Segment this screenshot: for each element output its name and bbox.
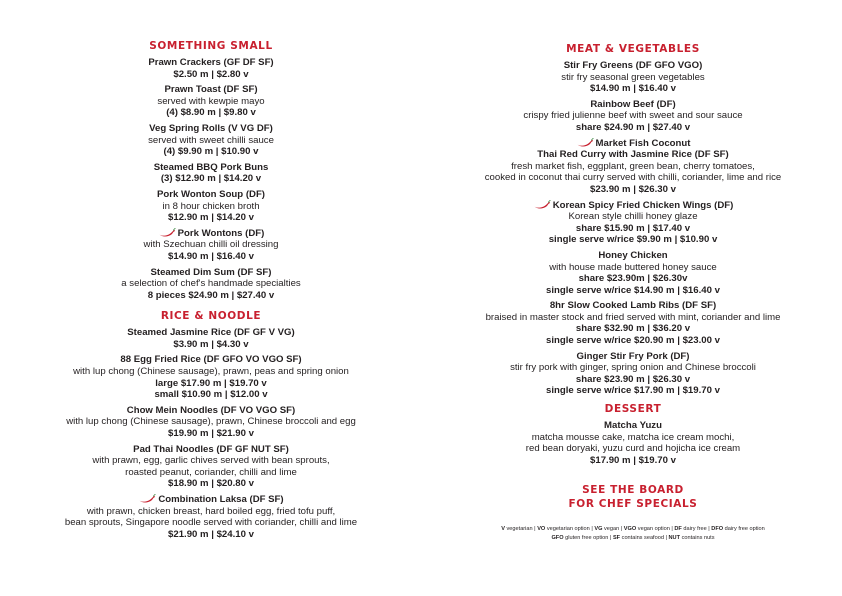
item-name: Stir Fry Greens (DF GFO VGO) [563, 60, 703, 71]
item-name-line2: Thai Red Curry with Jasmine Rice (DF SF) [537, 149, 729, 161]
item-price: $17.90 m | $19.70 v [590, 454, 676, 466]
legend-code: V [501, 526, 505, 533]
item-name: 8hr Slow Cooked Lamb Ribs (DF SF) [549, 300, 717, 312]
item-price: share $32.90 m | $36.20 v [575, 323, 691, 335]
item-name: Steamed Dim Sum (DF SF) [150, 266, 272, 278]
item-name: Pork Wonton Soup (DF) [157, 188, 265, 200]
chili-pepper-icon [576, 138, 594, 147]
legend-code: GFO [551, 535, 564, 541]
item-description-line2: red bean doryaki, yuzu curd and hojicha ice cream [525, 443, 741, 455]
legend-text: gluten free option | [563, 535, 613, 541]
board-line-2: FOR CHEF SPECIALS [568, 497, 698, 510]
menu-item-lamb-ribs [450, 300, 816, 346]
item-name: Steamed BBQ Pork Buns [153, 161, 269, 173]
menu-item-veg-spring-rolls [30, 123, 392, 158]
chili-pepper-icon [533, 200, 551, 209]
item-description: with house made buttered honey sauce [549, 261, 717, 273]
item-price-secondary: single serve w/rice $9.90 m | $10.90 v [548, 234, 718, 246]
item-price: share $15.90 m | $17.40 v [575, 222, 691, 234]
item-price: $23.90 m | $26.30 v [590, 183, 676, 195]
legend-code: VG [594, 526, 603, 533]
legend-text: vegetarian option | [545, 526, 595, 533]
item-price-secondary: single serve w/rice $20.90 m | $23.00 v [546, 335, 720, 347]
item-price: $14.90 m | $16.40 v [590, 83, 676, 95]
item-description: braised in master stock and fried served with mint, coriander and lime [485, 311, 781, 323]
section-title-dessert: DESSERT [604, 403, 662, 416]
menu-item-rainbow-beef [450, 99, 816, 134]
item-description: with lup chong (Chinese sausage), prawn, peas and spring onion [73, 366, 349, 378]
item-name: Ginger Stir Fry Pork (DF) [576, 350, 690, 362]
item-name: Chow Mein Noodles (DF VO VGO SF) [126, 404, 296, 416]
menu-item-ginger-pork [450, 351, 816, 397]
item-name: Steamed Jasmine Rice (DF GF V VG) [127, 327, 295, 339]
item-name [450, 138, 816, 150]
item-name: Prawn Toast (DF SF) [164, 84, 258, 96]
item-description: with Szechuan chilli oil dressing [143, 239, 279, 251]
item-price: share $23.90m | $26.30v [578, 273, 688, 285]
board-line-1: SEE THE BOARD [582, 484, 684, 497]
section-title-rice-noodle: RICE & NOODLE [160, 310, 262, 323]
legend-code: VGO [623, 526, 637, 533]
legend-code: SF [612, 535, 621, 541]
menu-item-pad-thai [30, 444, 392, 490]
legend-code: VO [537, 526, 546, 533]
item-price: $3.90 m | $4.30 v [173, 338, 249, 350]
item-description: with lup chong (Chinese sausage), prawn, Chinese broccoli and egg [66, 416, 356, 428]
menu-item-korean-chicken-wings [450, 200, 816, 246]
item-name: Veg Spring Rolls (V VG DF) [149, 122, 273, 134]
item-price-secondary: single serve w/rice $17.90 m | $19.70 v [546, 385, 720, 397]
legend-code: DFO [711, 526, 724, 533]
item-price: $18.90 m | $20.80 v [168, 478, 254, 490]
menu-item-egg-fried-rice [30, 354, 392, 400]
item-name: Rainbow Beef (DF) [590, 98, 676, 110]
item-name: 88 Egg Fried Rice (DF GFO VO VGO SF) [120, 354, 302, 366]
legend-text: dairy free option [723, 526, 765, 533]
item-description: with prawn, egg, garlic chives served with bean sprouts, [92, 455, 330, 467]
menu-item-prawn-toast [30, 84, 392, 119]
left-column [30, 0, 392, 540]
menu-item-jasmine-rice [30, 327, 392, 350]
legend-line-1 [450, 525, 816, 534]
item-price: $21.90 m | $24.10 v [168, 528, 254, 540]
item-description: served with kewpie mayo [157, 95, 265, 107]
item-price: (4) $9.90 m | $10.90 v [163, 146, 259, 158]
menu-item-chow-mein [30, 405, 392, 440]
legend-text: vegan option | [636, 526, 675, 533]
item-description: matcha mousse cake, matcha ice cream mochi, [531, 431, 735, 443]
item-price-secondary: single serve w/rice $14.90 m | $16.40 v [546, 284, 720, 296]
item-description: with prawn, chicken breast, hard boiled egg, fried tofu puff, [86, 505, 336, 517]
item-description: crispy fried julienne beef with sweet and sour sauce [523, 110, 743, 122]
menu-item-matcha-yuzu [450, 420, 816, 466]
item-description: served with sweet chilli sauce [148, 134, 274, 146]
legend-code: NUT [668, 535, 681, 541]
item-price: $14.90 m | $16.40 v [168, 250, 254, 262]
menu-item-market-fish-curry [450, 138, 816, 196]
item-description: Korean style chilli honey glaze [568, 211, 698, 223]
item-description-line2: roasted peanut, coriander, chilli and lime [125, 466, 297, 478]
legend-text: contains nuts [680, 535, 715, 541]
item-price: share $23.90 m | $26.30 v [575, 373, 691, 385]
item-name-text: Korean Spicy Fried Chicken Wings (DF) [552, 199, 734, 211]
item-description: stir fry seasonal green vegetables [561, 71, 705, 83]
menu-item-honey-chicken [450, 250, 816, 296]
item-name-text: Pork Wontons (DF) [177, 227, 265, 239]
item-name-text: Combination Laksa (DF SF) [158, 494, 284, 505]
menu-item-steamed-dim-sum [30, 267, 392, 302]
item-name [450, 200, 816, 212]
item-description-line2: cooked in coconut thai curry served with chilli, coriander, lime and rice [484, 172, 782, 184]
item-name [30, 228, 392, 240]
item-price: (4) $8.90 m | $9.80 v [166, 107, 256, 119]
menu-item-pork-wontons [30, 228, 392, 263]
item-description: in 8 hour chicken broth [162, 200, 260, 212]
menu-item-pork-wonton-soup [30, 189, 392, 224]
item-price: large $17.90 m | $19.70 v [155, 377, 267, 389]
chili-pepper-icon [158, 228, 176, 237]
item-price: $2.50 m | $2.80 v [173, 68, 249, 80]
item-name: Prawn Crackers (GF DF SF) [148, 57, 274, 68]
item-description: stir fry pork with ginger, spring onion and Chinese broccoli [510, 362, 756, 374]
menu-item-stir-fry-greens [450, 60, 816, 95]
item-price-secondary: small $10.90 m | $12.00 v [154, 389, 268, 401]
menu-item-prawn-crackers [30, 57, 392, 80]
chili-pepper-icon [138, 494, 156, 503]
menu-item-combination-laksa [30, 494, 392, 540]
chef-specials-banner [450, 484, 816, 511]
item-price: (3) $12.90 m | $14.20 v [160, 173, 262, 185]
item-name: Matcha Yuzu [604, 420, 662, 432]
item-price: 8 pieces $24.90 m | $27.40 v [147, 289, 275, 301]
item-name: Pad Thai Noodles (DF GF NUT SF) [133, 443, 289, 455]
item-price: $19.90 m | $21.90 v [168, 428, 254, 440]
legend-text: contains seafood | [620, 535, 669, 541]
item-description: fresh market fish, eggplant, green bean, cherry tomatoes, [511, 160, 755, 172]
legend-code: DF [674, 526, 682, 533]
item-name [30, 494, 392, 506]
item-description-line2: bean sprouts, Singapore noodle served with coriander, chilli and lime [64, 517, 358, 529]
item-price: share $24.90 m | $27.40 v [575, 121, 691, 133]
item-name: Honey Chicken [598, 249, 668, 261]
item-description: a selection of chef's handmade specialties [121, 278, 301, 290]
legend-text: vegetarian | [504, 526, 538, 533]
section-title-meat-vegetables: MEAT & VEGETABLES [566, 43, 700, 55]
legend-text: vegan | [602, 526, 624, 533]
item-name-text: Market Fish Coconut [595, 137, 691, 149]
item-price: $12.90 m | $14.20 v [168, 212, 254, 224]
right-column [450, 0, 816, 543]
legend-text: dairy free | [681, 526, 712, 533]
dietary-legend [450, 525, 816, 542]
legend-line-2 [450, 534, 816, 543]
menu-item-bbq-pork-buns [30, 162, 392, 185]
section-title-something-small: SOMETHING SMALL [149, 40, 273, 52]
